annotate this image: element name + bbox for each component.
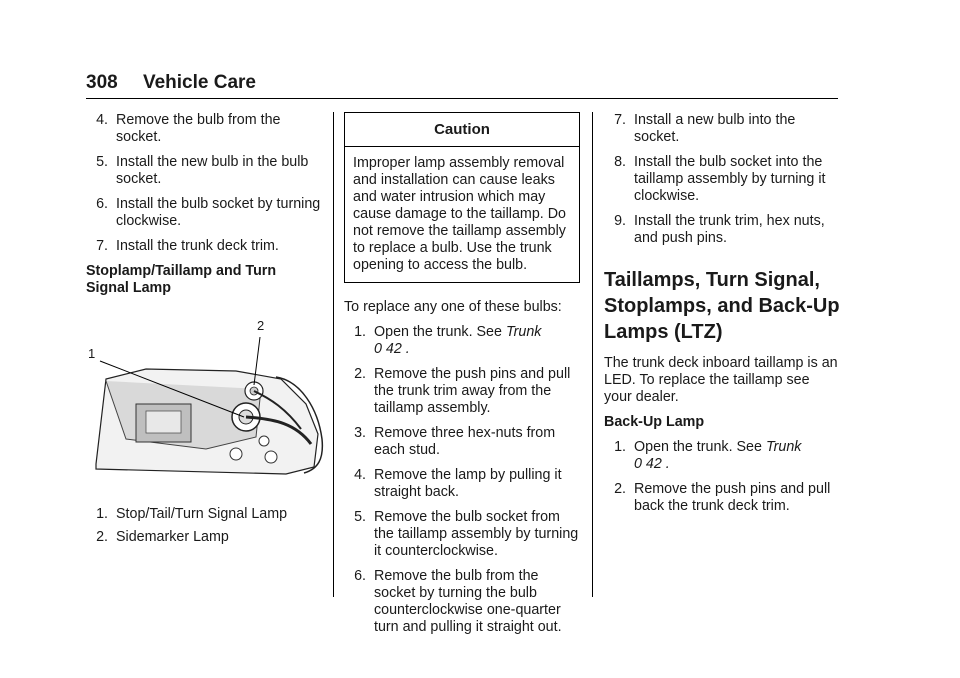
- column-divider: [592, 112, 593, 597]
- intro-text: To replace any one of these bulbs:: [344, 299, 562, 315]
- step-list: [344, 324, 580, 636]
- page-ref[interactable]: 0 42 .: [374, 341, 410, 357]
- page-header: [86, 72, 256, 94]
- taillamp-illustration: [86, 309, 324, 484]
- list-item: 1. Stop/Tail/Turn Signal Lamp: [96, 506, 288, 522]
- list-item: 4. Remove the lamp by pulling it straight back.: [354, 467, 562, 500]
- subheading-backup: Back-Up Lamp: [604, 414, 705, 430]
- list-item: 7. Install a new bulb into the socket.: [614, 112, 796, 145]
- header-rule: [86, 98, 838, 99]
- column-middle: [344, 112, 580, 644]
- callout-2: 2: [257, 318, 265, 333]
- figure-legend: [86, 506, 322, 546]
- list-item: 8. Install the bulb socket into the taillamp assembly by turning it clockwise.: [614, 154, 826, 204]
- column-left: [86, 112, 322, 552]
- page-ref[interactable]: 0 42 .: [634, 456, 670, 472]
- section-title: Vehicle Care: [142, 72, 257, 93]
- column-divider: [333, 112, 334, 597]
- list-item: 2. Remove the push pins and pull back the trunk deck trim.: [614, 481, 831, 514]
- list-item: 3. Remove three hex-nuts from each stud.: [354, 425, 556, 458]
- section-heading: Taillamps, Turn Signal, Stoplamps, and Back-Up Lamps (LTZ): [604, 269, 840, 343]
- list-item: 2. Remove the push pins and pull the trunk trim away from the taillamp assembly.: [354, 366, 571, 416]
- list-item: 6. Remove the bulb from the socket by turning the bulb counterclockwise one-quarter turn and pulling it straight out.: [354, 568, 562, 635]
- caution-box: [344, 112, 580, 283]
- callout-1: 1: [88, 346, 96, 361]
- list-item: 1. Open the trunk. See Trunk 0 42 .: [354, 324, 542, 357]
- column-right: [604, 112, 840, 523]
- list-item: 6. Install the bulb socket by turning clockwise.: [96, 196, 321, 229]
- trunk-link[interactable]: Trunk: [505, 324, 542, 340]
- page-number: 308: [86, 72, 118, 93]
- caution-body: Improper lamp assembly removal and installation can cause leaks and water intrusion which may cause damage to the taillamp. Do not remove the taillamp assembly to replace a bulb. Use the trunk opening to access the bulb.: [353, 155, 566, 273]
- step-list: [604, 112, 840, 247]
- trunk-link[interactable]: Trunk: [765, 439, 802, 455]
- caution-title: Caution: [345, 113, 579, 147]
- list-item: 1. Open the trunk. See Trunk 0 42 .: [614, 439, 802, 472]
- list-item: 4. Remove the bulb from the socket.: [96, 112, 281, 145]
- paragraph: The trunk deck inboard taillamp is an LED. To replace the taillamp see your dealer.: [604, 355, 838, 405]
- list-item: 2. Sidemarker Lamp: [96, 529, 229, 545]
- list-item: 9. Install the trunk trim, hex nuts, and push pins.: [614, 213, 825, 246]
- step-list: [86, 112, 322, 255]
- list-item: 7. Install the trunk deck trim.: [96, 238, 279, 254]
- list-item: 5. Install the new bulb in the bulb socket.: [96, 154, 309, 187]
- subheading-stoplamp: Stoplamp/Taillamp and Turn Signal Lamp: [86, 263, 277, 296]
- list-item: 5. Remove the bulb socket from the taillamp assembly by turning it counterclockwise.: [354, 509, 579, 559]
- step-list: [604, 439, 840, 515]
